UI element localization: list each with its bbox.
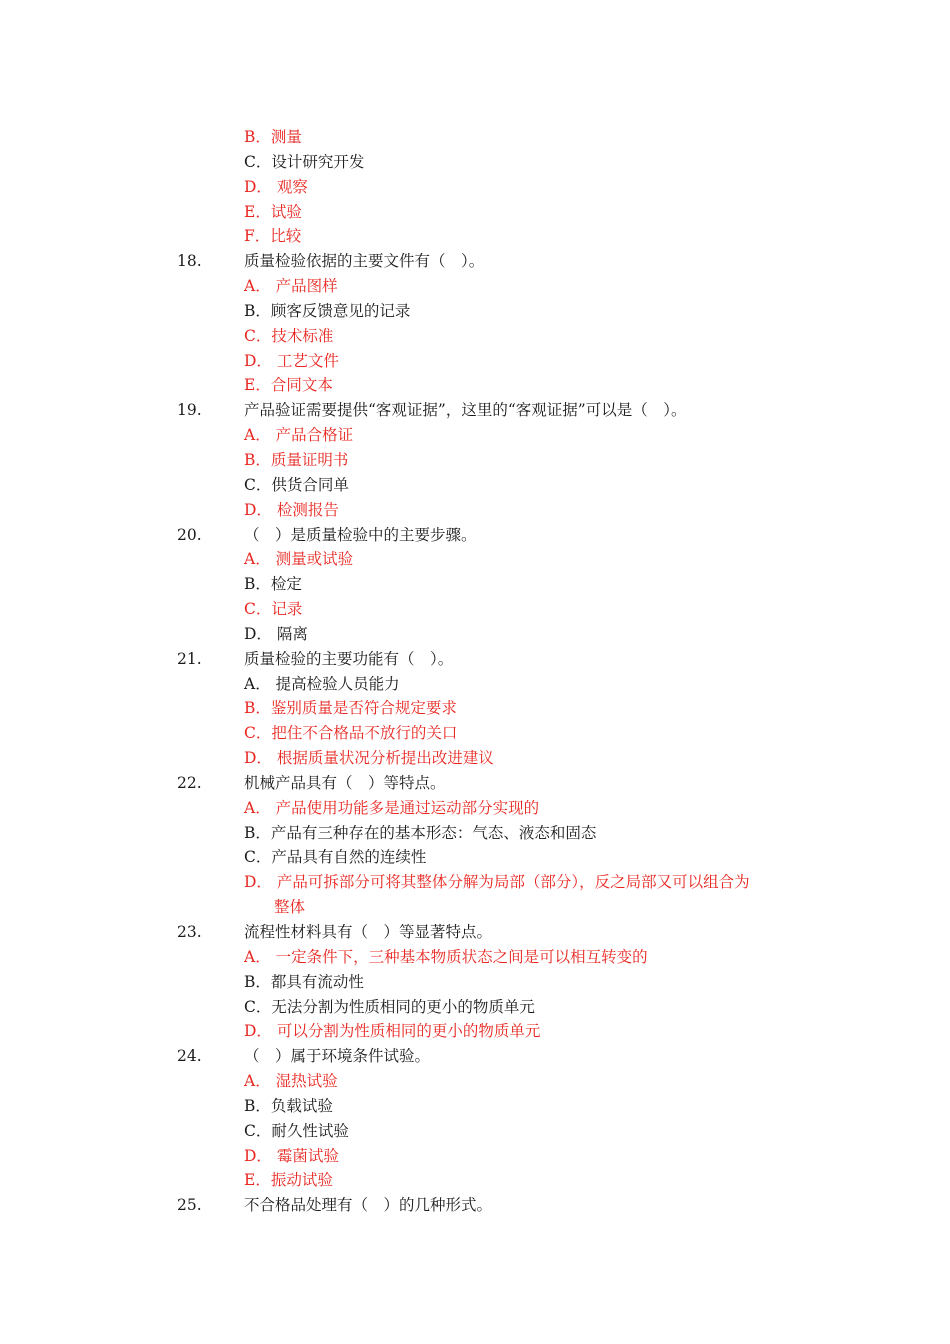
correct-option-text: D． 可以分割为性质相同的更小的物质单元 [244,1022,541,1041]
option-text: C．产品具有自然的连续性 [244,848,427,867]
option-text: B．负载试验 [244,1096,333,1115]
option-text: B．检定 [244,575,302,594]
correct-option-text: B．质量证明书 [244,450,349,469]
option-line [0,1119,950,1144]
question-number: 19. [177,401,202,420]
option-line [0,845,950,870]
correct-option-text: E．试验 [244,202,302,221]
correct-option-text: E．合同文本 [244,376,333,395]
correct-option-text: C．记录 [244,600,303,619]
question-line [0,920,950,945]
option-line [0,1069,950,1094]
option-line [0,622,950,647]
question-line [0,523,950,548]
correct-option-text: E．振动试验 [244,1171,333,1190]
option-text: B．顾客反馈意见的记录 [244,301,411,320]
option-line [0,299,950,324]
correct-option-text: F．比较 [244,227,302,246]
question-text: 不合格品处理有（ ）的几种形式。 [244,1196,493,1215]
option-line [0,349,950,374]
correct-option-text: A． 测量或试验 [244,550,354,569]
option-line [0,870,950,895]
option-line [0,200,950,225]
option-line [0,672,950,697]
correct-option-text: B．测量 [244,128,302,146]
question-number: 20. [177,525,202,544]
correct-option-text: A． 湿热试验 [244,1072,338,1091]
correct-option-text: A． 产品使用功能多是通过运动部分实现的 [244,798,540,817]
correct-option-text: C．技术标准 [244,326,334,345]
question-number: 18. [177,252,202,271]
correct-option-text: D． 产品可拆部分可将其整体分解为局部（部分），反之局部又可以组合为 [244,873,750,892]
correct-option-text: D． 工艺文件 [244,351,339,370]
option-line [0,423,950,448]
option-line [0,1019,950,1044]
option-line [0,125,950,150]
correct-option-text: D． 检测报告 [244,500,339,519]
correct-option-text: D． 观察 [244,177,308,196]
option-line [0,498,950,523]
option-line [0,448,950,473]
correct-option-text: C．把住不合格品不放行的关口 [244,724,458,743]
option-continuation [0,895,950,920]
option-line [0,796,950,821]
question-number: 21. [177,649,202,668]
correct-option-text: D． 霉菌试验 [244,1146,339,1165]
option-text: C．无法分割为性质相同的更小的物质单元 [244,997,535,1016]
correct-option-text: 整体 [274,898,306,917]
option-line [0,696,950,721]
question-text: （ ）属于环境条件试验。 [244,1047,431,1066]
question-text: （ ）是质量检验中的主要步骤。 [244,525,477,544]
option-line [0,547,950,572]
question-number: 22. [177,773,202,792]
question-text: 产品验证需要提供“客观证据”，这里的“客观证据”可以是（ ）。 [244,401,687,420]
option-line [0,1144,950,1169]
option-text: C．设计研究开发 [244,152,365,171]
option-line [0,324,950,349]
option-line [0,721,950,746]
question-line [0,1044,950,1069]
correct-option-text: B．鉴别质量是否符合规定要求 [244,699,457,718]
option-line [0,1094,950,1119]
question-line [0,398,950,423]
question-number: 24. [177,1047,202,1066]
question-line [0,1193,950,1218]
option-text: C．耐久性试验 [244,1121,349,1140]
question-line [0,771,950,796]
option-line [0,945,950,970]
question-line [0,647,950,672]
option-line [0,373,950,398]
question-line [0,249,950,274]
option-line [0,224,950,249]
question-text: 机械产品具有（ ）等特点。 [244,773,446,792]
correct-option-text: A． 产品图样 [244,277,338,296]
option-text: B．都具有流动性 [244,972,364,991]
option-line [0,150,950,175]
option-line [0,970,950,995]
question-text: 质量检验依据的主要文件有（ ）。 [244,252,485,271]
option-line [0,572,950,597]
option-text: A． 提高检验人员能力 [244,674,400,693]
correct-option-text: D． 根据质量状况分析提出改进建议 [244,749,494,768]
option-line [0,1168,950,1193]
option-line [0,821,950,846]
option-text: C．供货合同单 [244,475,349,494]
document-body [0,125,950,1218]
option-text: B．产品有三种存在的基本形态：气态、液态和固态 [244,823,597,842]
option-line [0,597,950,622]
option-line [0,175,950,200]
correct-option-text: A． 一定条件下，三种基本物质状态之间是可以相互转变的 [244,947,648,966]
option-line [0,995,950,1020]
option-line [0,274,950,299]
question-number: 25. [177,1196,202,1215]
correct-option-text: A． 产品合格证 [244,426,354,445]
option-text: D． 隔离 [244,624,308,643]
option-line [0,473,950,498]
question-number: 23. [177,923,202,941]
question-text: 流程性材料具有（ ）等显著特点。 [244,923,493,941]
question-text: 质量检验的主要功能有（ ）。 [244,649,454,668]
option-line [0,746,950,771]
